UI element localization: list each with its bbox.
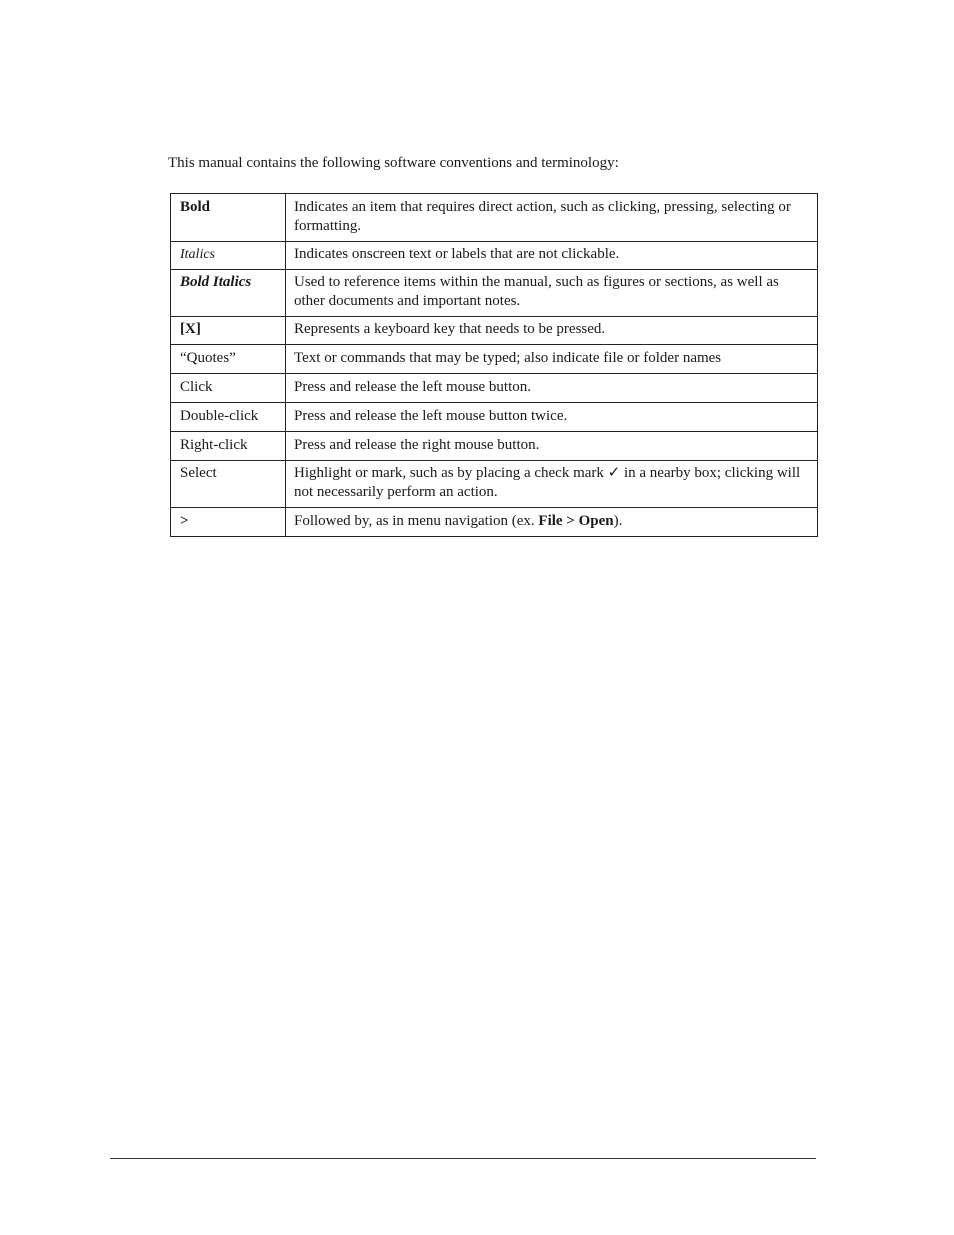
description-cell: Press and release the left mouse button. <box>286 374 818 403</box>
term-cell: Select <box>171 461 286 508</box>
description-cell: Text or commands that may be typed; also indicate file or folder names <box>286 345 818 374</box>
table-row <box>171 242 818 270</box>
menu-path: File > Open <box>538 513 614 529</box>
intro-text: This manual contains the following software conventions and terminology: <box>168 155 619 171</box>
conventions-table <box>170 193 818 537</box>
term-cell: “Quotes” <box>171 345 286 374</box>
description-cell: Used to reference items within the manual, such as figures or sections, as well as other documents and important notes. <box>286 270 818 317</box>
term-cell: > <box>171 508 286 537</box>
description-cell <box>286 508 818 537</box>
description-cell: Press and release the right mouse button. <box>286 432 818 461</box>
table-row <box>171 374 818 403</box>
description-cell: Press and release the left mouse button twice. <box>286 403 818 432</box>
term-cell: [X] <box>171 317 286 345</box>
term-cell: Bold Italics <box>171 270 286 317</box>
description-suffix: ). <box>613 513 623 529</box>
description-cell: Indicates an item that requires direct action, such as clicking, pressing, selecting or formatting. <box>286 194 818 242</box>
description-cell: Represents a keyboard key that needs to be pressed. <box>286 317 818 345</box>
table-row <box>171 508 818 537</box>
term-cell: Click <box>171 374 286 403</box>
footer-divider <box>110 1158 816 1159</box>
table-row <box>171 432 818 461</box>
term-cell: Bold <box>171 194 286 242</box>
description-cell: Indicates onscreen text or labels that are not clickable. <box>286 242 818 270</box>
description-prefix: Followed by, as in menu navigation (ex. <box>294 513 539 529</box>
description-cell: Highlight or mark, such as by placing a check mark ✓ in a nearby box; clicking will not necessarily perform an action. <box>286 461 818 508</box>
table-row <box>171 403 818 432</box>
table-row <box>171 194 818 242</box>
table-row <box>171 317 818 345</box>
table-row <box>171 345 818 374</box>
table-row <box>171 461 818 508</box>
term-cell: Italics <box>171 242 286 270</box>
term-cell: Right-click <box>171 432 286 461</box>
table-row <box>171 270 818 317</box>
term-cell: Double-click <box>171 403 286 432</box>
